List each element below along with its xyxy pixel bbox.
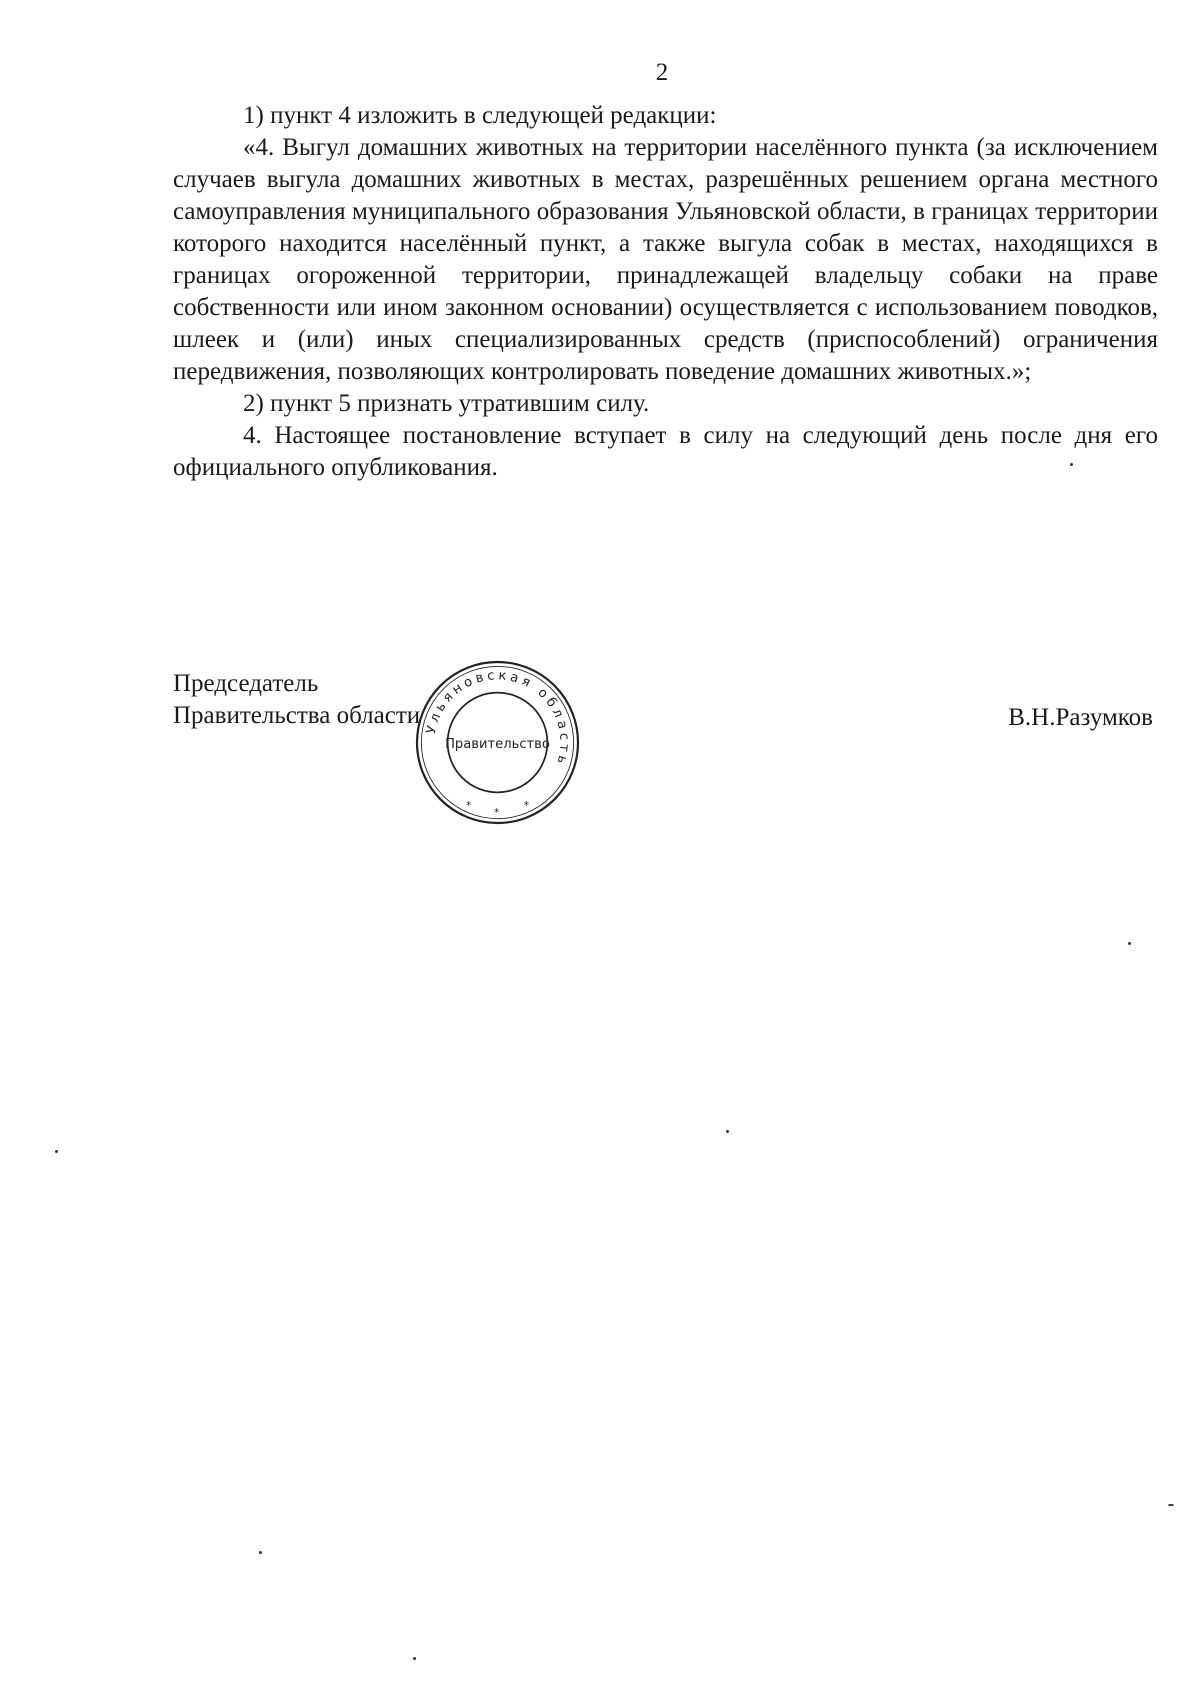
scan-speck bbox=[55, 1150, 58, 1153]
signatory-title-line-1: Председатель bbox=[173, 670, 319, 697]
svg-text:*: * bbox=[494, 807, 500, 819]
scan-speck bbox=[1168, 1504, 1174, 1506]
scan-speck bbox=[413, 1657, 416, 1660]
signatory-title-line-2: Правительства области bbox=[173, 702, 421, 729]
svg-text:*: * bbox=[523, 800, 529, 812]
svg-text:*: * bbox=[466, 800, 472, 812]
paragraph-amendment-2: 2) пункт 5 признать утратившим силу. bbox=[243, 390, 650, 417]
paragraph-new-point-4: «4. Выгул домашних животных на территории населённого пункта (за исключением случаев выгула домашних животных в местах, разрешённых решением органа местного самоуправления муниципального образования Ульяновской области, в границах территории которого находится населённый пункт, а также выгула собак в местах, находящихся в границах огороженной территории, принадлежащей владельцу собаки на праве собственности или ином законном основании) осуществляется с использованием поводков, шлеек и (или) иных специализированных средств (приспособлений) ограничения передвижения, позволяющих контролировать поведение домашних животных.»; bbox=[173, 134, 1158, 385]
page-number: 2 bbox=[655, 59, 669, 86]
signatory-name: В.Н.Разумков bbox=[1008, 704, 1153, 731]
scan-speck bbox=[1070, 463, 1073, 466]
document-body bbox=[173, 100, 1158, 484]
scan-speck bbox=[1128, 942, 1131, 945]
seal-center-text: Правительство bbox=[445, 736, 550, 752]
paragraph-entry-into-force: 4. Настоящее постановление вступает в силу на следующий день после дня его официального опубликования. bbox=[173, 422, 1158, 481]
scan-speck bbox=[726, 1130, 729, 1133]
svg-text:Ульяновская область bbox=[424, 668, 572, 768]
seal-ring-text: Ульяновская область bbox=[423, 668, 572, 769]
official-seal-icon bbox=[410, 655, 585, 830]
scan-speck bbox=[259, 1551, 262, 1554]
signature-block bbox=[173, 668, 1158, 818]
paragraph-amendment-1: 1) пункт 4 изложить в следующей редакции: bbox=[243, 102, 717, 129]
